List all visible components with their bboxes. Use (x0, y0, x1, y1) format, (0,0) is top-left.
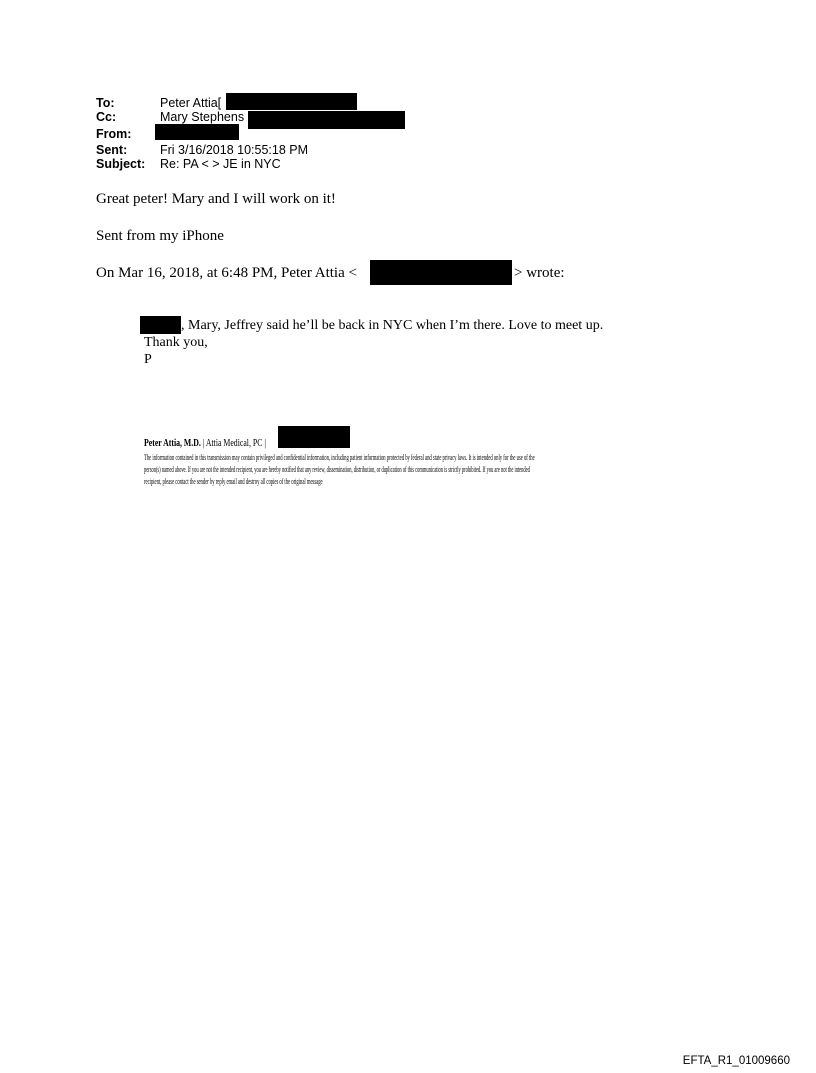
subject-label: Subject: (96, 157, 146, 171)
redaction-email (370, 260, 512, 285)
disclaimer-line-1: The information contained in this transmission may contain privileged and confidential information, including patient information protected by federal and state privacy laws. It is intended only for the use of the (144, 453, 535, 462)
sent-value: Fri 3/16/2018 10:55:18 PM (160, 143, 309, 157)
redaction-cc (248, 111, 405, 129)
cc-label: Cc: (96, 110, 117, 124)
cc-value: Mary Stephens (160, 110, 245, 124)
document-id: EFTA_R1_01009660 (682, 1055, 790, 1067)
quote-intro-prefix: On Mar 16, 2018, at 6:48 PM, Peter Attia < (96, 265, 357, 281)
disclaimer-line-3: recipient, please contact the sender by reply email and destroy all copies of the original message (144, 477, 323, 486)
sent-label: Sent: (96, 143, 128, 157)
quoted-line-1: , Mary, Jeffrey said he’ll be back in NYC when I’m there. Love to meet up. (181, 318, 604, 333)
redaction-greeting (140, 316, 181, 334)
from-label: From: (96, 127, 132, 141)
quoted-line-3: P (144, 352, 152, 367)
body-line-1: Great peter! Mary and I will work on it! (96, 191, 336, 207)
to-value: Peter Attia[ (160, 96, 222, 110)
signature-company: | Attia Medical, PC | (200, 438, 266, 449)
redaction-to (226, 93, 357, 110)
disclaimer-line-2: person(s) named above. If you are not the intended recipient, you are hereby notified that any review, dissemination, distribution, or duplication of this communication is strictly prohibited. If you are not the intended (144, 465, 530, 474)
redaction-signature (278, 426, 350, 448)
signature-line (144, 438, 266, 450)
subject-value: Re: PA < > JE in NYC (160, 157, 281, 171)
to-label: To: (96, 96, 115, 110)
signature-name: Peter Attia, M.D. (144, 438, 201, 449)
quote-intro-suffix: > wrote: (514, 265, 565, 281)
redaction-from (155, 124, 239, 140)
body-line-2: Sent from my iPhone (96, 228, 224, 244)
quoted-line-2: Thank you, (144, 335, 208, 350)
